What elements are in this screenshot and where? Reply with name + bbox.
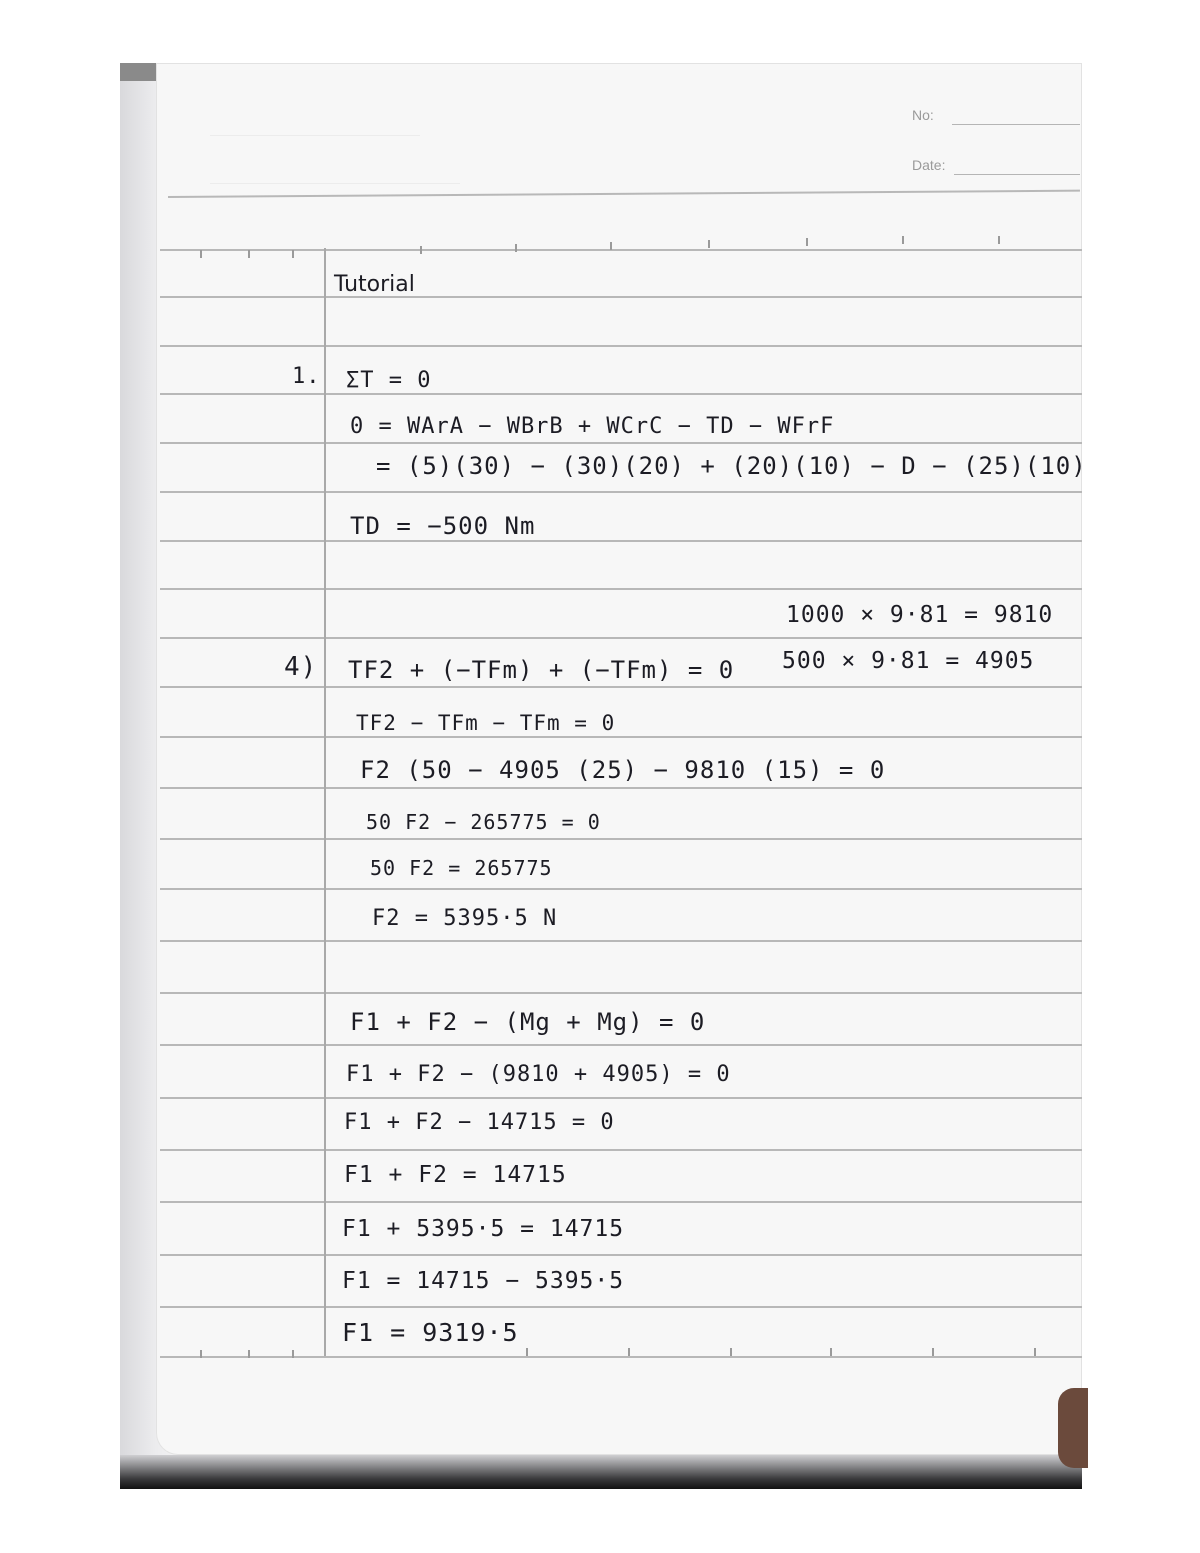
equation-line: = (5)(30) − (30)(20) + (20)(10) − D − (25)(10) [376, 452, 1087, 480]
equation-line: F1 + F2 − 14715 = 0 [344, 1110, 615, 1135]
ruled-line [160, 1097, 1082, 1099]
date-label: Date: [912, 157, 946, 173]
ruled-line [160, 787, 1082, 789]
equation-line: F1 + F2 = 14715 [344, 1162, 567, 1188]
ruled-line [160, 1356, 1082, 1358]
tick-mark [292, 250, 294, 258]
equation-line: F1 + 5395·5 = 14715 [342, 1216, 625, 1242]
ruled-line [160, 393, 1082, 395]
equation-line: TD = −500 Nm [350, 512, 536, 540]
tick-mark [515, 244, 517, 252]
equation-line: ΣT = 0 [346, 368, 432, 393]
ruled-line [160, 345, 1082, 347]
tick-mark [628, 1348, 630, 1356]
ruled-line [160, 296, 1082, 298]
equation-line: F2 = 5395·5 N [372, 906, 558, 931]
tick-mark [1034, 1348, 1036, 1356]
ruled-line [160, 637, 1082, 639]
tick-mark [902, 236, 904, 244]
ruled-line [160, 1149, 1082, 1151]
equation-line: F1 + F2 − (9810 + 4905) = 0 [346, 1062, 731, 1087]
page-bottom-edge [120, 1455, 1082, 1489]
tick-mark [610, 242, 612, 250]
tick-mark [998, 236, 1000, 244]
ruled-line [160, 838, 1082, 840]
equation-line: TF2 − TFm − TFm = 0 [356, 711, 616, 735]
ruled-line [160, 686, 1082, 688]
thumb [1058, 1388, 1088, 1468]
ruled-line [160, 1306, 1082, 1308]
question-number: 4) [284, 652, 318, 682]
ruled-line [160, 491, 1082, 493]
ruled-line [160, 888, 1082, 890]
ruled-line [160, 736, 1082, 738]
equation-line: 50 F2 = 265775 [370, 856, 553, 880]
equation-line: 50 F2 − 265775 = 0 [366, 810, 601, 834]
tick-mark [708, 240, 710, 248]
tick-mark [200, 1350, 202, 1358]
side-calculation: 1000 × 9·81 = 9810 [786, 602, 1054, 628]
tick-mark [526, 1348, 528, 1356]
date-line [954, 174, 1080, 175]
tick-mark [730, 1348, 732, 1356]
margin-line [324, 248, 326, 1356]
equation-line: 0 = WArA − WBrB + WCrC − TD − WFrF [350, 414, 835, 439]
ghost-line [210, 135, 420, 136]
ruled-line [160, 540, 1082, 542]
ghost-line [210, 183, 460, 184]
tick-mark [806, 238, 808, 246]
ruled-line [160, 249, 1082, 251]
ruled-line [160, 442, 1082, 444]
tick-mark [420, 246, 422, 254]
tick-mark [248, 1350, 250, 1358]
tick-mark [200, 250, 202, 258]
equation-line: F1 + F2 − (Mg + Mg) = 0 [350, 1008, 706, 1036]
tick-mark [932, 1348, 934, 1356]
equation-line: F1 = 14715 − 5395·5 [342, 1268, 625, 1294]
no-label: No: [912, 107, 934, 123]
tick-mark [248, 250, 250, 258]
no-line [952, 124, 1080, 125]
page-title: Tutorial [334, 272, 415, 297]
tick-mark [830, 1348, 832, 1356]
ruled-line [160, 940, 1082, 942]
equation-line: F2 (50 − 4905 (25) − 9810 (15) = 0 [360, 756, 886, 784]
ruled-line [160, 1201, 1082, 1203]
ruled-line [160, 1044, 1082, 1046]
question-number: 1. [292, 364, 321, 389]
side-calculation: 500 × 9·81 = 4905 [782, 648, 1035, 674]
equation-line: F1 = 9319·5 [342, 1318, 519, 1347]
ruled-line [160, 1254, 1082, 1256]
equation-line: TF2 + (−TFm) + (−TFm) = 0 [348, 656, 735, 684]
tick-mark [292, 1350, 294, 1358]
ruled-line [160, 992, 1082, 994]
ruled-line [160, 588, 1082, 590]
